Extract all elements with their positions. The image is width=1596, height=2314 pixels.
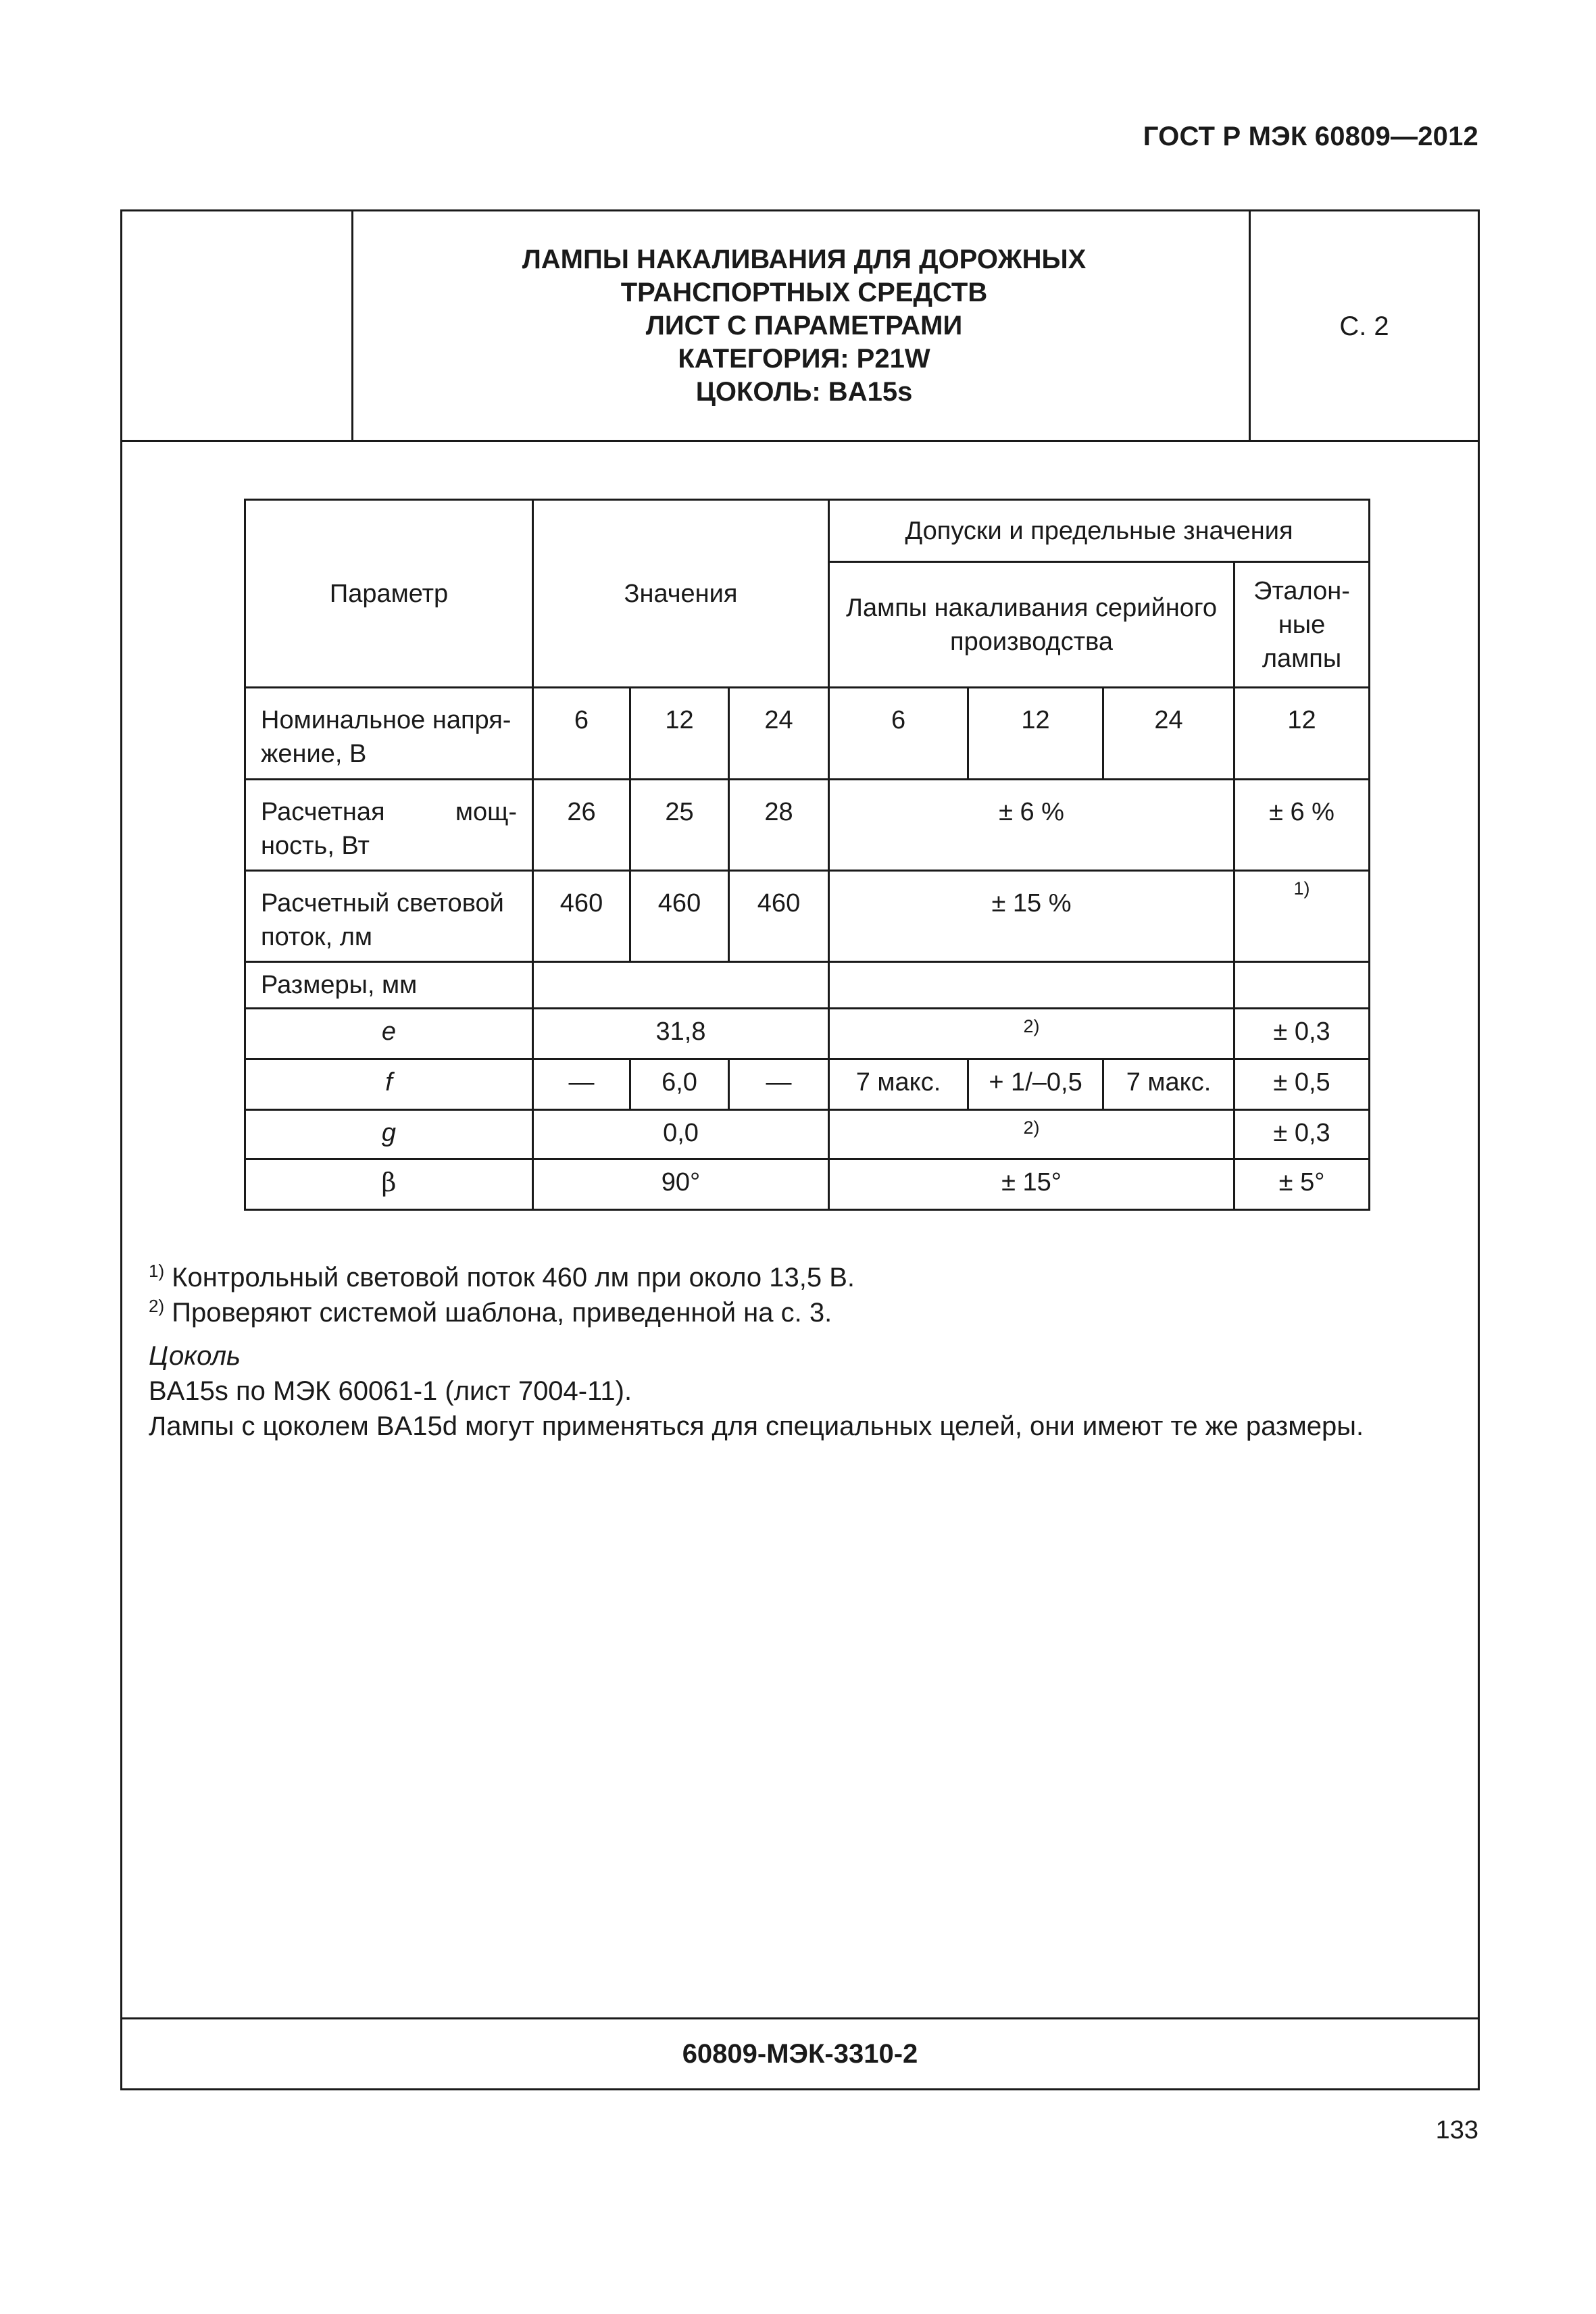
power-reference-tolerance: ± 6 % [1235,780,1370,871]
row-label-g: g [245,1110,533,1159]
cap-line-2: Лампы с цоколем BA15d могут применяться для специальных целей, они имеют те же размеры. [149,1411,1364,1441]
flux-value: 460 [533,871,630,962]
cap-heading: Цоколь [149,1341,241,1371]
flux-reference-footnote: 1) [1235,871,1370,962]
flux-value: 460 [729,871,829,962]
dimensions-values-empty [533,962,829,1009]
row-label-dimensions: Размеры, мм [245,962,533,1009]
g-reference-tolerance: ± 0,3 [1235,1110,1370,1159]
f-value: — [533,1059,630,1110]
voltage-serial: 6 [829,688,968,780]
power-serial-tolerance: ± 6 % [829,780,1235,871]
header-serial-lamps: Лампы накаливания серийного производства [829,562,1235,688]
row-label-e: e [245,1009,533,1059]
f-serial: 7 макс. [1103,1059,1235,1110]
dimensions-reference-empty [1235,962,1370,1009]
header-reference-lamps: Эталон-ные лампы [1235,562,1370,688]
f-serial: 7 макс. [829,1059,968,1110]
header-parameter: Параметр [245,500,533,688]
voltage-serial: 24 [1103,688,1235,780]
title-line-4: КАТЕГОРИЯ: P21W [678,343,930,374]
power-value: 28 [729,780,829,871]
title-block [122,211,1478,442]
beta-value: 90° [533,1159,829,1210]
sheet-page-cell [1249,211,1478,440]
f-reference-tolerance: ± 0,5 [1235,1059,1370,1110]
f-serial: + 1/–0,5 [968,1059,1103,1110]
title-line-5: ЦОКОЛЬ: BA15s [695,376,913,407]
title-line-2: ТРАНСПОРТНЫХ СРЕДСТВ [620,277,988,307]
f-value: — [729,1059,829,1110]
power-value: 25 [630,780,729,871]
voltage-value: 12 [630,688,729,780]
title-line-1: ЛАМПЫ НАКАЛИВАНИЯ ДЛЯ ДОРОЖНЫХ [522,244,1087,274]
title-line-3: ЛИСТ С ПАРАМЕТРАМИ [645,310,963,341]
dimensions-serial-empty [829,962,1235,1009]
row-label-flux: Расчетный световой поток, лм [245,871,533,962]
flux-value: 460 [630,871,729,962]
flux-serial-tolerance: ± 15 % [829,871,1235,962]
header-values: Значения [533,500,829,688]
g-serial-footnote: 2) [829,1110,1235,1159]
cap-line-1: BA15s по МЭК 60061-1 (лист 7004-11). [149,1376,632,1406]
sheet-code: 60809-МЭК-3310-2 [682,2038,918,2069]
sheet-footer [122,2017,1478,2088]
voltage-reference: 12 [1235,688,1370,780]
g-value: 0,0 [533,1110,829,1159]
voltage-serial: 12 [968,688,1103,780]
standard-header: ГОСТ Р МЭК 60809—2012 [1143,122,1478,151]
title-left-cell [122,211,353,440]
row-label-power: Расчетная мощ-ность, Вт [245,780,533,871]
footnote-2-mark: 2) [149,1296,165,1316]
footnote-2-text: Проверяют системой шаблона, приведенной на с. 3. [172,1298,832,1328]
e-serial-footnote: 2) [829,1009,1235,1059]
footnote-1-mark: 1) [149,1261,165,1281]
footnote-2 [149,1295,1432,1330]
notes-block [149,1260,1432,1444]
power-value: 26 [533,780,630,871]
row-label-beta: β [245,1159,533,1210]
row-label-f: f [245,1059,533,1110]
footnote-1-text: Контрольный световой поток 460 лм при около 13,5 В. [172,1263,855,1292]
beta-reference-tolerance: ± 5° [1235,1159,1370,1210]
page-number: 133 [1435,2116,1478,2144]
beta-serial-tolerance: ± 15° [829,1159,1235,1210]
parameters-table [244,499,1370,1211]
sheet-page-label: С. 2 [1339,311,1389,341]
footnote-1 [149,1260,1432,1295]
row-label-voltage: Номинальное напря-жение, В [245,688,533,780]
f-value: 6,0 [630,1059,729,1110]
sheet-frame [120,209,1480,2090]
sheet-title [353,211,1255,440]
header-tolerances: Допуски и предельные значения [829,500,1370,562]
voltage-value: 24 [729,688,829,780]
voltage-value: 6 [533,688,630,780]
e-reference-tolerance: ± 0,3 [1235,1009,1370,1059]
e-value: 31,8 [533,1009,829,1059]
